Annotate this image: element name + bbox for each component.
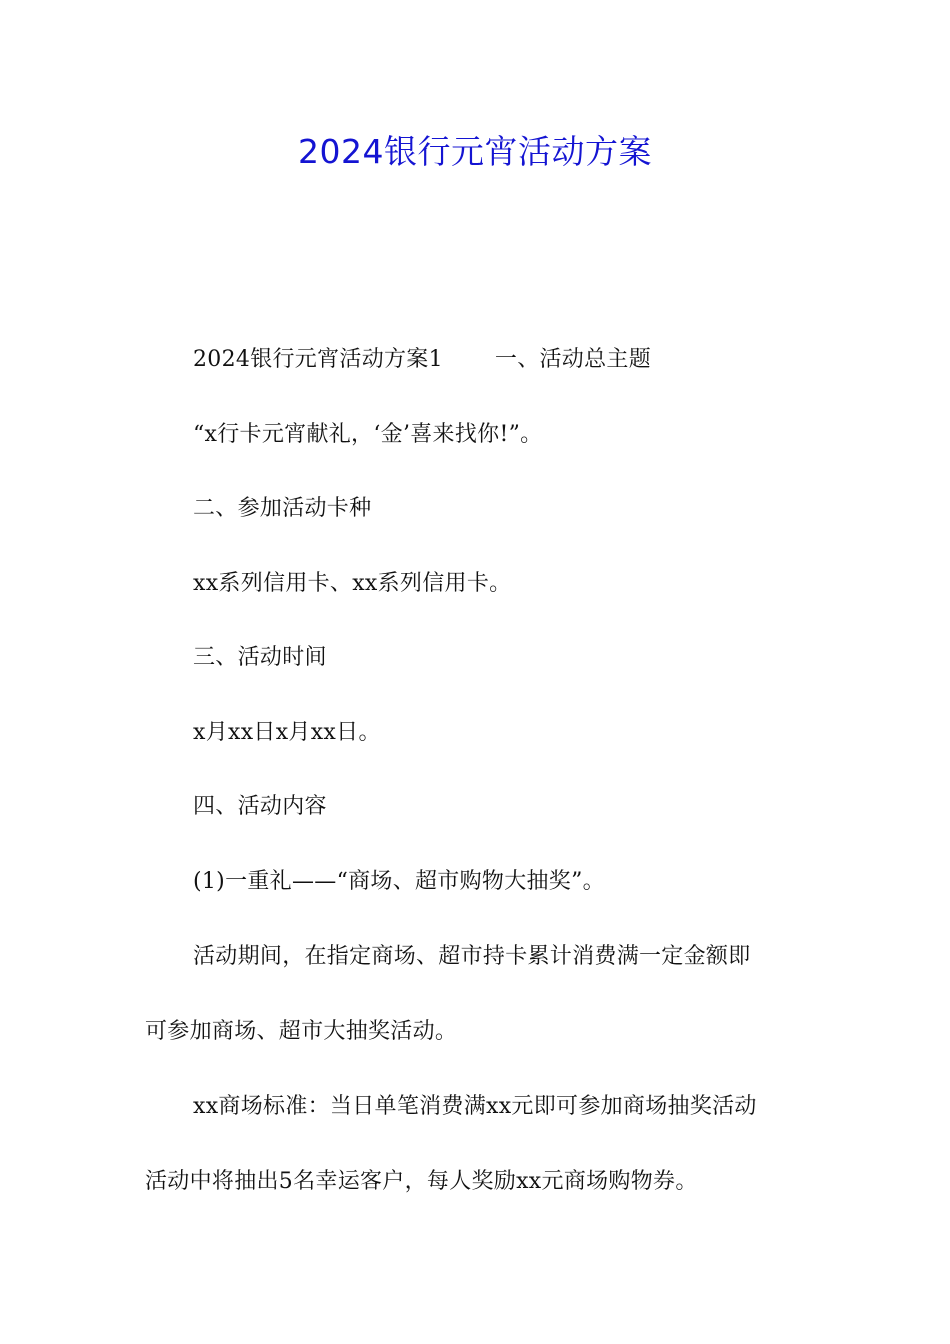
paragraph-first-gift: (1)一重礼——“商场、超市购物大抽奖”。: [193, 869, 605, 894]
paragraph-time: x月xx日x月xx日。: [193, 720, 381, 745]
section-heading-theme: 一、活动总主题: [494, 347, 651, 372]
paragraph-activity-period: 活动期间，在指定商场、超市持卡累计消费满一定金额即: [193, 944, 751, 969]
paragraph-activity-period-cont: 可参加商场、超市大抽奖活动。: [145, 1019, 458, 1044]
section-heading-content: 四、活动内容: [193, 794, 327, 819]
plan-number-label: 2024银行元宵活动方案1: [193, 347, 443, 372]
paragraph-mall-standard-cont: 活动中将抽出5名幸运客户，每人奖励xx元商场购物券。: [145, 1169, 698, 1194]
paragraph-card-types: xx系列信用卡、xx系列信用卡。: [193, 571, 512, 596]
document-title: 2024银行元宵活动方案: [298, 132, 652, 171]
paragraph-slogan: “x行卡元宵献礼，‘金’喜来找你!”。: [193, 422, 543, 447]
section-heading-time: 三、活动时间: [193, 645, 327, 670]
paragraph-heading-1: [193, 344, 651, 376]
paragraph-mall-standard: xx商场标准：当日单笔消费满xx元即可参加商场抽奖活动: [193, 1094, 757, 1119]
section-heading-card-types: 二、参加活动卡种: [193, 496, 372, 521]
